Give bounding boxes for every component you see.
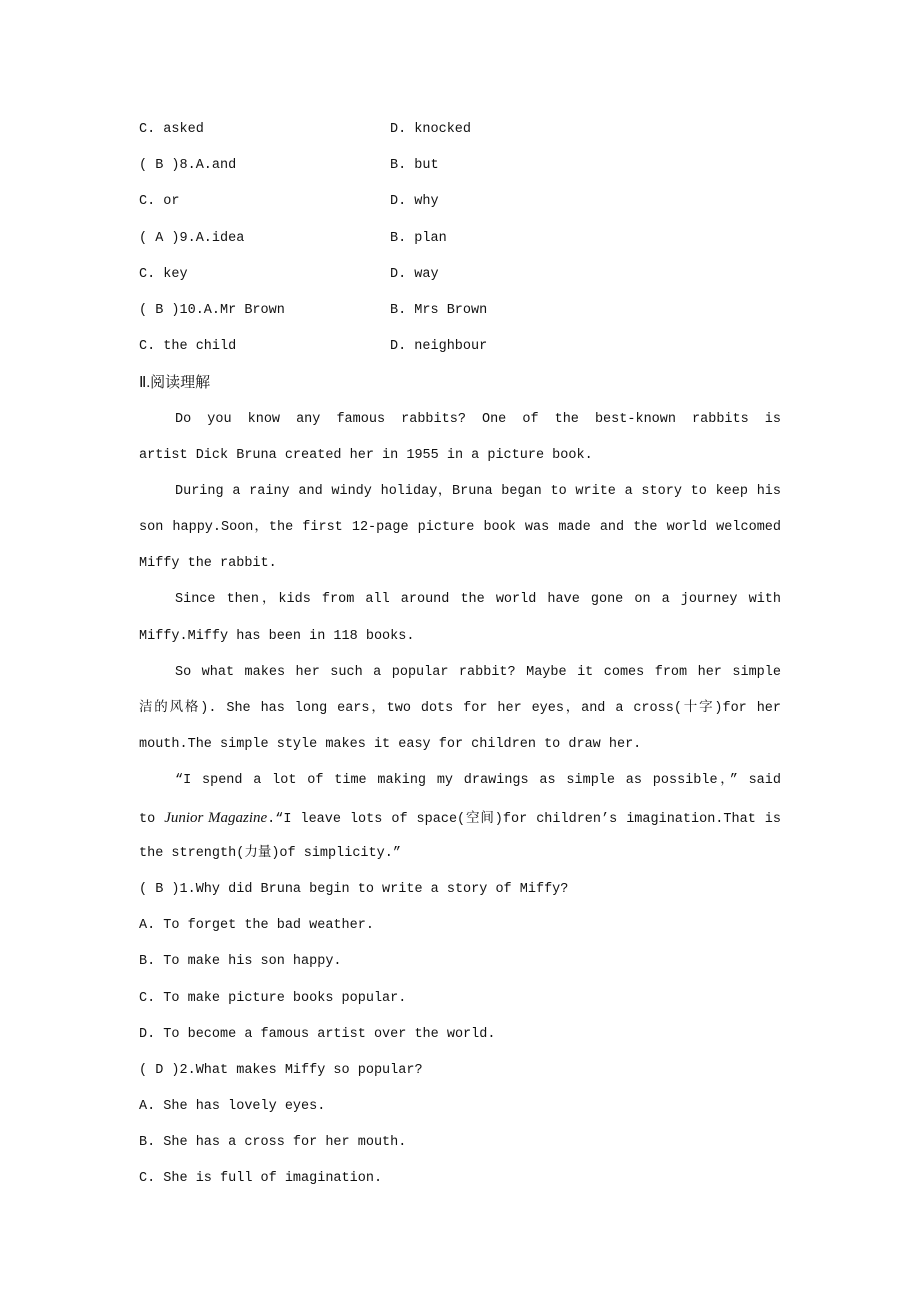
text-segment: Miffy the rabbit.	[139, 556, 277, 572]
answer-option: D. To become a famous artist over the world.	[139, 1026, 496, 1042]
answer-option: A. To forget the bad weather.	[139, 918, 374, 934]
text-segment: to	[139, 811, 165, 827]
option-right: D. knocked	[390, 122, 472, 137]
option-row	[139, 293, 781, 329]
document-page	[139, 112, 781, 1198]
option-right: B. but	[390, 158, 439, 174]
option-left: C. or	[139, 194, 180, 210]
text-segment: son happy.Soon，the first 12-page picture book was made and the world welcomed	[139, 520, 781, 536]
paragraph-line	[139, 474, 781, 510]
answer-option: C. She is full of imagination.	[139, 1171, 383, 1187]
answer-option: B. She has a cross for her mouth.	[139, 1135, 407, 1151]
option-right: B. plan	[390, 230, 447, 246]
option-left: C. key	[139, 266, 188, 282]
option-left: ( A )9.A.idea	[139, 230, 245, 246]
answer-option: A. She has lovely eyes.	[139, 1099, 326, 1115]
text-segment: 洁的风格). She has long ears，two dots for her eyes，and a cross(十字)for her	[139, 701, 781, 716]
question-stem: ( B )1.Why did Bruna begin to write a story of Miffy?	[139, 881, 569, 897]
paragraph-line	[139, 691, 781, 727]
text-segment: the strength(力量)of simplicity.”	[139, 845, 401, 861]
option-row	[139, 148, 781, 184]
option-row	[139, 112, 781, 148]
paragraph-line	[139, 655, 781, 691]
text-segment: During a rainy and windy holiday，Bruna began to write a story to keep his	[175, 483, 781, 499]
question-stem: ( D )2.What makes Miffy so popular?	[139, 1062, 423, 1078]
option-row	[139, 221, 781, 257]
paragraph-line	[139, 619, 781, 655]
text-segment: artist Dick Bruna created her in 1955 in a picture book.	[139, 447, 593, 463]
answer-option: C. To make picture books popular.	[139, 990, 407, 1006]
option-right: D. neighbour	[390, 339, 488, 355]
option-left: ( B )8.A.and	[139, 158, 237, 174]
option-left: C. asked	[139, 122, 204, 137]
option-left: ( B )10.A.Mr Brown	[139, 302, 285, 318]
answer-option: B. To make his son happy.	[139, 954, 342, 970]
paragraph-line	[139, 727, 781, 763]
magazine-title: Junior Magazine	[164, 809, 268, 826]
text-segment: mouth.The simple style makes it easy for children to draw her.	[139, 737, 642, 753]
option-right: D. way	[390, 266, 439, 282]
text-segment: Since then，kids from all around the world have gone on a journey with	[175, 592, 781, 608]
option-left: C. the child	[139, 339, 237, 355]
text-segment: “I spend a lot of time making my drawings as simple as possible，” said	[175, 773, 781, 789]
paragraph-line	[139, 800, 781, 836]
paragraph-line	[139, 510, 781, 546]
section-heading: Ⅱ.阅读理解	[139, 375, 211, 392]
text-segment: So what makes her such a popular rabbit? Maybe it comes from her simple	[175, 664, 781, 680]
paragraph-line	[139, 836, 781, 872]
option-row	[139, 329, 781, 365]
option-row	[139, 184, 781, 220]
option-right: D. why	[390, 194, 439, 210]
paragraph-line	[139, 402, 781, 438]
option-row	[139, 257, 781, 293]
paragraph-line	[139, 438, 781, 474]
paragraph-line	[139, 582, 781, 618]
text-segment: Miffy.Miffy has been in 118 books.	[139, 628, 415, 644]
paragraph-line	[139, 763, 781, 799]
text-segment: Do you know any famous rabbits? One of the best-known rabbits is	[175, 411, 781, 427]
option-right: B. Mrs Brown	[390, 302, 488, 318]
paragraph-line	[139, 546, 781, 582]
text-segment: .“I leave lots of space(空间)for children’s imagination.That is	[267, 811, 781, 827]
